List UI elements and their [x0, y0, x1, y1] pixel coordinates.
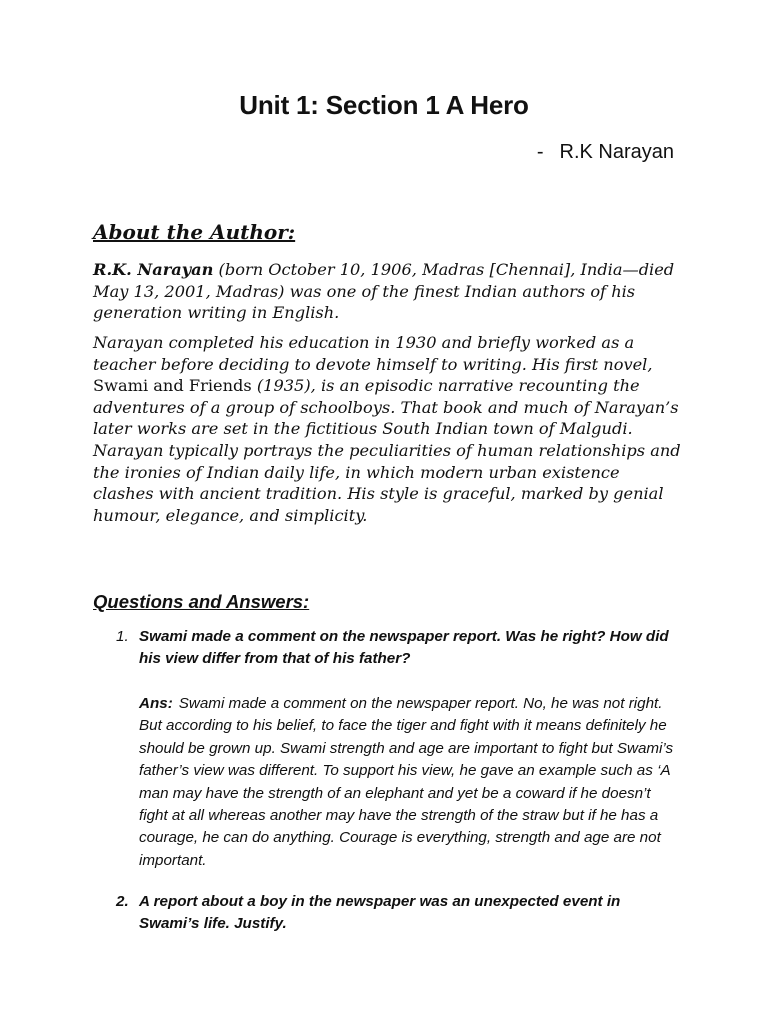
about-author-heading: About the Author: — [93, 220, 296, 244]
about-paragraph-1 — [93, 259, 683, 324]
about-paragraph-1-text: (born October 10, 1906, Madras [Chennai], India—died May 13, 2001, Madras) was one of the finest Indian authors of his generation writing in English. — [93, 260, 675, 323]
author-name: R.K Narayan — [559, 141, 674, 163]
author-line — [537, 141, 674, 164]
about-paragraph-2-part-2: (1935), is an episodic narrative recounting the adventures of a group of schoolboys. That book and much of Narayan’s later works are set in the fictitious South Indian town of Malgudi. Narayan typically portrays the peculiarities of human relationships and the ironies of Indian daily life, in which modern urban existence clashes with ancient tradition. His style is graceful, marked by genial humour, elegance, and simplicity. — [93, 376, 681, 525]
qa-heading: Questions and Answers: — [93, 591, 310, 612]
author-full-name: R.K. Narayan — [93, 260, 214, 279]
qa-number-1: 1. — [116, 628, 129, 645]
qa-number-2: 2. — [116, 893, 129, 910]
about-paragraph-2 — [93, 332, 683, 526]
page-title: Unit 1: Section 1 A Hero — [239, 90, 529, 120]
answer-label: Ans: — [139, 695, 173, 712]
qa-answer-1-text: Swami made a comment on the newspaper report. No, he was not right. But according to his belief, to face the tiger and fight with it means definitely he should be grown up. Swami strength and age are important to fight but Swami’s father’s view was different. To support his view, he gave an example such as ‘A man may have the strength of an elephant and yet be a coward if he doesn’t fight at all whereas another may have the strength of the straw but if he has a courage, he can do anything. Courage is everything, strength and age are not important. — [139, 695, 674, 869]
author-dash: - — [536, 141, 544, 163]
book-title: Swami and Friends — [93, 376, 252, 396]
qa-question-1: Swami made a comment on the newspaper report. Was he right? How did his view differ from that of his father? — [139, 628, 669, 668]
about-paragraph-2-part-1: Narayan completed his education in 1930 and briefly worked as a teacher before deciding to devote himself to writing. His first novel, — [93, 333, 653, 374]
qa-question-2: A report about a boy in the newspaper was an unexpected event in Swami’s life. Justify. — [139, 893, 621, 933]
qa-answer-1 — [139, 693, 679, 872]
